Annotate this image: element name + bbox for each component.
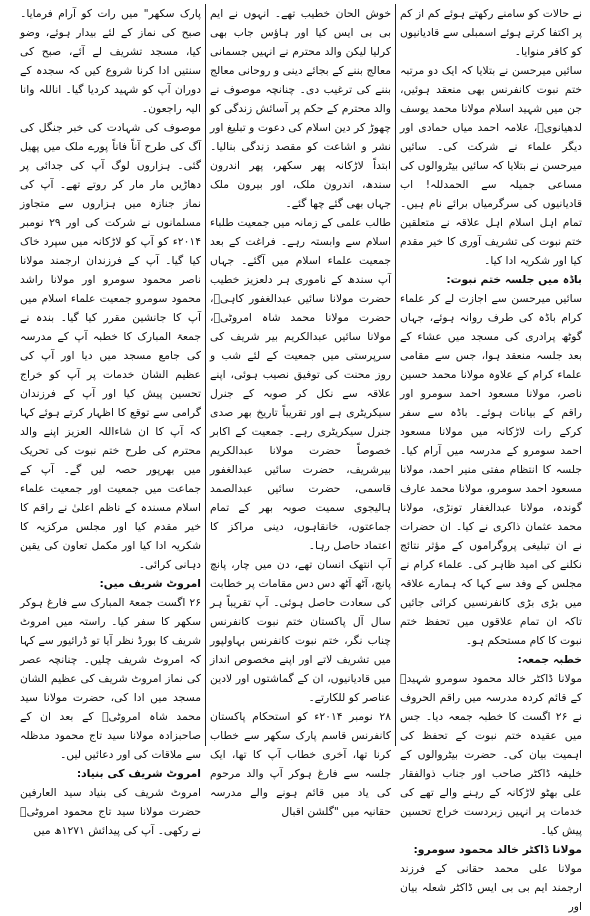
article-paragraph: نے حالات کو سامنے رکھتے ہوئے کم از کم پر اکتفا کرتے ہوئے اسمبلی سے قادیانیوں کو کافر منوایا۔ [400,7,582,58]
section-heading-line [20,764,201,783]
article-paragraph: آپ انتھک انسان تھے، دن میں چار، پانچ پانچ، آٹھ آٹھ دس دس مقامات پر خطابت کی سعادت حاصل ہوئی۔ آپ تقریباً ہر سال آل پاکستان ختم نبوت کانفرنس چناب نگر، ختم نبوت کانفرنس بہاولپور میں تشریف لاتے اور اپنے مخصوص انداز میں قادیانیوں، ان کے گماشتوں اور لادین عناصر کو للکارتے۔ [210,558,391,704]
section-heading: خطبہ جمعہ: [517,653,582,666]
article-paragraph: طالب علمی کے زمانہ میں جمعیت طلباء اسلام سے وابستہ رہے۔ فراغت کے بعد جمعیت علماء اسلام میں آگئے۔ جہاں آپ سندھ کے ناموری ہر دلعزیز خطیب حضرت مولانا سائیں عبدالغفور کاہیؒ، حضرت مولانا محمد شاہ امروٹیؒ، مولانا سائیں عبدالکریم بیر شریف کی سرپرستی میں جمعیت کے لئے شب و روز محنت کی توفیق نصیب ہوئی، اپنے علاقہ سے نکل کر صوبہ کے جنرل سیکریٹری ہے اور تقریباً تاریخ بھر صدی جنرل سیکریٹری رہے۔ جمعیت کے اکابر خصوصاً حضرت مولانا عبدالکریم بیرشریف، حضرت سائیں عبدالغفور قاسمی، حضرت سائیں عبدالصمد ہالیجوی سمیت صوبہ بھر کے تمام جماعتوں، خانقاہوں، دینی مراکز کا اعتماد حاصل رہا۔ [210,216,391,552]
section-heading: امروٹ شریف میں: [99,577,201,590]
column-right [396,4,586,913]
article-paragraph: ۲۶ اگست جمعۃ المبارک سے فارغ ہوکر سکھر کا سفر کیا۔ راستہ میں امروٹ شریف کا بورڈ نظر آیا تو ڈرائیور سے کہا کہ امروٹ شریف چلیں۔ چنانچہ عصر کی نماز امروٹ شریف کی عظیم الشان مسجد میں ادا کی، حضرت مولانا سید محمد شاہ امروٹیؒ کے بعد ان کے صاحبزادہ مولانا سید تاج محمود مدظلہ سے ملاقات کی اور دعائیں لیں۔ [20,596,201,761]
section-heading: امروٹ شریف کی بنیاد: [76,767,201,780]
article-paragraph: مولانا علی محمد حقانی کے فرزند ارجمند ایم بی بی ایس ڈاکٹر شعلہ بیان اور [400,862,582,913]
article-paragraph: موصوف کی شہادت کی خبر جنگل کی آگ کی طرح آناً فاناً پورے ملک میں پھیل گئی۔ ہزاروں لوگ آپ کی جدائی پر دھاڑیں مار مار کر روتے تھے۔ آپ کی نماز جنازہ میں ہزاروں سے متجاوز مسلمانوں نے شرکت کی اور ۲۹ نومبر ۲۰۱۴ء کو آپ کو لاڑکانہ میں سپرد خاک کیا گیا۔ آپ کے فرزندان ارجمند مولانا ناصر محمود سومرو اور مولانا راشد محمود سومرو جمعیت علماء اسلام میں آپ کا جانشین مقرر کیا گیا۔ بندہ نے جمعۃ المبارک کا خطبہ آپ کے مدرسہ کی جامع مسجد میں دیا اور آپ کی عظیم الشان خدمات پر آپ کو خراج تحسین پیش کیا اور آپ کے فرزندان گرامی سے توقع کا اظہار کرتے ہوئے کہا کہ آپ کا ان شاءاللہ العزیز اپنے والد محترم کی طرح ختم نبوت کی تحریک میں بھرپور حصہ لیں گے۔ آپ کے جماعت میں جمعیت اور جمعیت علماء اسلام مسندہ کے ناظم اعلیٰ نے راقم کا خیر مقدم کیا اور مجلس مرکزیہ کا شکریہ ادا کیا اور مکمل تعاون کی یقین دہانی کرائی۔ [20,121,201,571]
section-heading-line [400,270,582,289]
article-paragraph: ۲۸ نومبر ۲۰۱۴ء کو استحکام پاکستان کانفرنس قاسم پارک سکھر سے خطاب کرنا تھا، آخری خطاب آپ کا تھا، ایک جلسہ سے فارغ ہوکر آپ والد مرحوم کی یاد میں قائم ہونے والے مدرسہ حقانیہ میں "گلشن اقبال [210,710,391,818]
section-heading: مولانا ڈاکٹر خالد محمود سومرو: [413,843,582,856]
column-left [16,4,206,837]
article-paragraph: پارک سکھر" میں رات کو آرام فرمایا۔ صبح کی نماز کے لئے بیدار ہوئے، وضو کیا، مسجد تشریف لے آئے، صبح کی سنتیں ادا کرنا شروع کیں کہ سجدہ کے دوران آپ کو شہید کردیا گیا۔ اناللہ وانا الیہ راجعون۔ [20,7,201,115]
article-paragraph: سائیں میرحسن نے بتلایا کہ ایک دو مرتبہ ختم نبوت کانفرنس بھی منعقد ہوئیں، جن میں شہید اسلام مولانا محمد یوسف لدھیانویؒ، علامہ احمد میاں حمادی اور دیگر علماء نے شرکت کی۔ سائیں میرحسن نے بتلایا کہ سائیں بیٹروالوں کی مساعی جمیلہ سے الحمدللہ! اب قادیانیوں کی سرگرمیاں برائے نام ہیں۔ تمام اہل اسلام اہل علاقہ نے متعلقین ختم نبوت کی تشریف آوری کا خیر مقدم کیا اور شکریہ ادا کیا۔ [400,64,582,267]
section-heading-line [400,840,582,859]
section-heading-line [400,650,582,669]
column-middle [206,4,396,818]
article-paragraph: خوش الحان خطیب تھے۔ انہوں نے ایم بی بی ایس کیا اور ہاؤس جاب بھی کرلیا لیکن والد محترم نے انہیں جسمانی معالج بننے کے بجائے دینی و روحانی معالج بننے کی ترغیب دی۔ چنانچہ موصوف نے والد محترم کے حکم پر آسائش زندگی کو چھوڑ کر دین اسلام کی دعوت و تبلیغ اور نشر و اشاعت کو مقصد زندگی بنالیا۔ ابتداً لاڑکانہ پھر سکھر، پھر اندرون سندھ، اندرون ملک، اور بیرون ملک جہاں بھی گئے چھا گئے۔ [210,7,391,210]
section-heading: باڈہ میں جلسہ ختم نبوت: [446,273,582,286]
section-heading-line [20,574,201,593]
article-paragraph: امروٹ شریف کی بنیاد سید العارفین حضرت مولانا سید تاج محمود امروٹیؒ نے رکھی۔ آپ کی پیدائش ۱۲۷۱ھ میں [20,786,201,837]
article-paragraph: سائیں میرحسن سے اجازت لے کر علماء کرام باڈہ کی طرف روانہ ہوئے، جہاں گوٹھ پرادری کی مسجد میں عشاء کے بعد جلسہ منعقد ہوا، جس سے مقامی علماء کرام کے علاوہ مولانا محمد حسین ناصر، مولانا مسعود احمد سومرو اور راقم کے بیانات ہوئے۔ باڈہ سے سفر کرکے رات لاڑکانہ میں مولانا مسعود احمد سومرو کے مدرسہ میں آرام کیا۔ جلسہ کا انتظام مفتی منیر احمد، مولانا مسعود احمد سومرو، مولانا محمد عارف گوندہ، مولانا عبدالغفار تونڑی، مولانا محمد عثمان ذاکری نے کیا۔ ان حضرات نے ان تبلیغی پروگراموں کے مؤثر نتائج نکلنے کی امید ظاہر کی۔ علماء کرام نے مجلس کے وفد سے کہا کہ ہمارے علاقہ میں بڑی بڑی کانفرنسیں کرائی جائیں تاکہ ان تمام علاقوں میں تحفظ ختم نبوت کا کام مستحکم ہو۔ [400,292,582,647]
article-paragraph: مولانا ڈاکٹر خالد محمود سومرو شہیدؒ کے قائم کردہ مدرسہ میں راقم الحروف نے ۲۶ اگست کا خطبہ جمعہ دیا۔ جس میں عقیدہ ختم نبوت کے تحفظ کی اہمیت بیان کی۔ حضرت بیٹروالوں کے خلیفہ ڈاکٹر صاحب اور جناب ذوالفقار علی بھٹو لاڑکانہ کے رہنے والے تھے کی خدمات پر انہیں زبردست خراج تحسین پیش کیا۔ [400,672,582,837]
